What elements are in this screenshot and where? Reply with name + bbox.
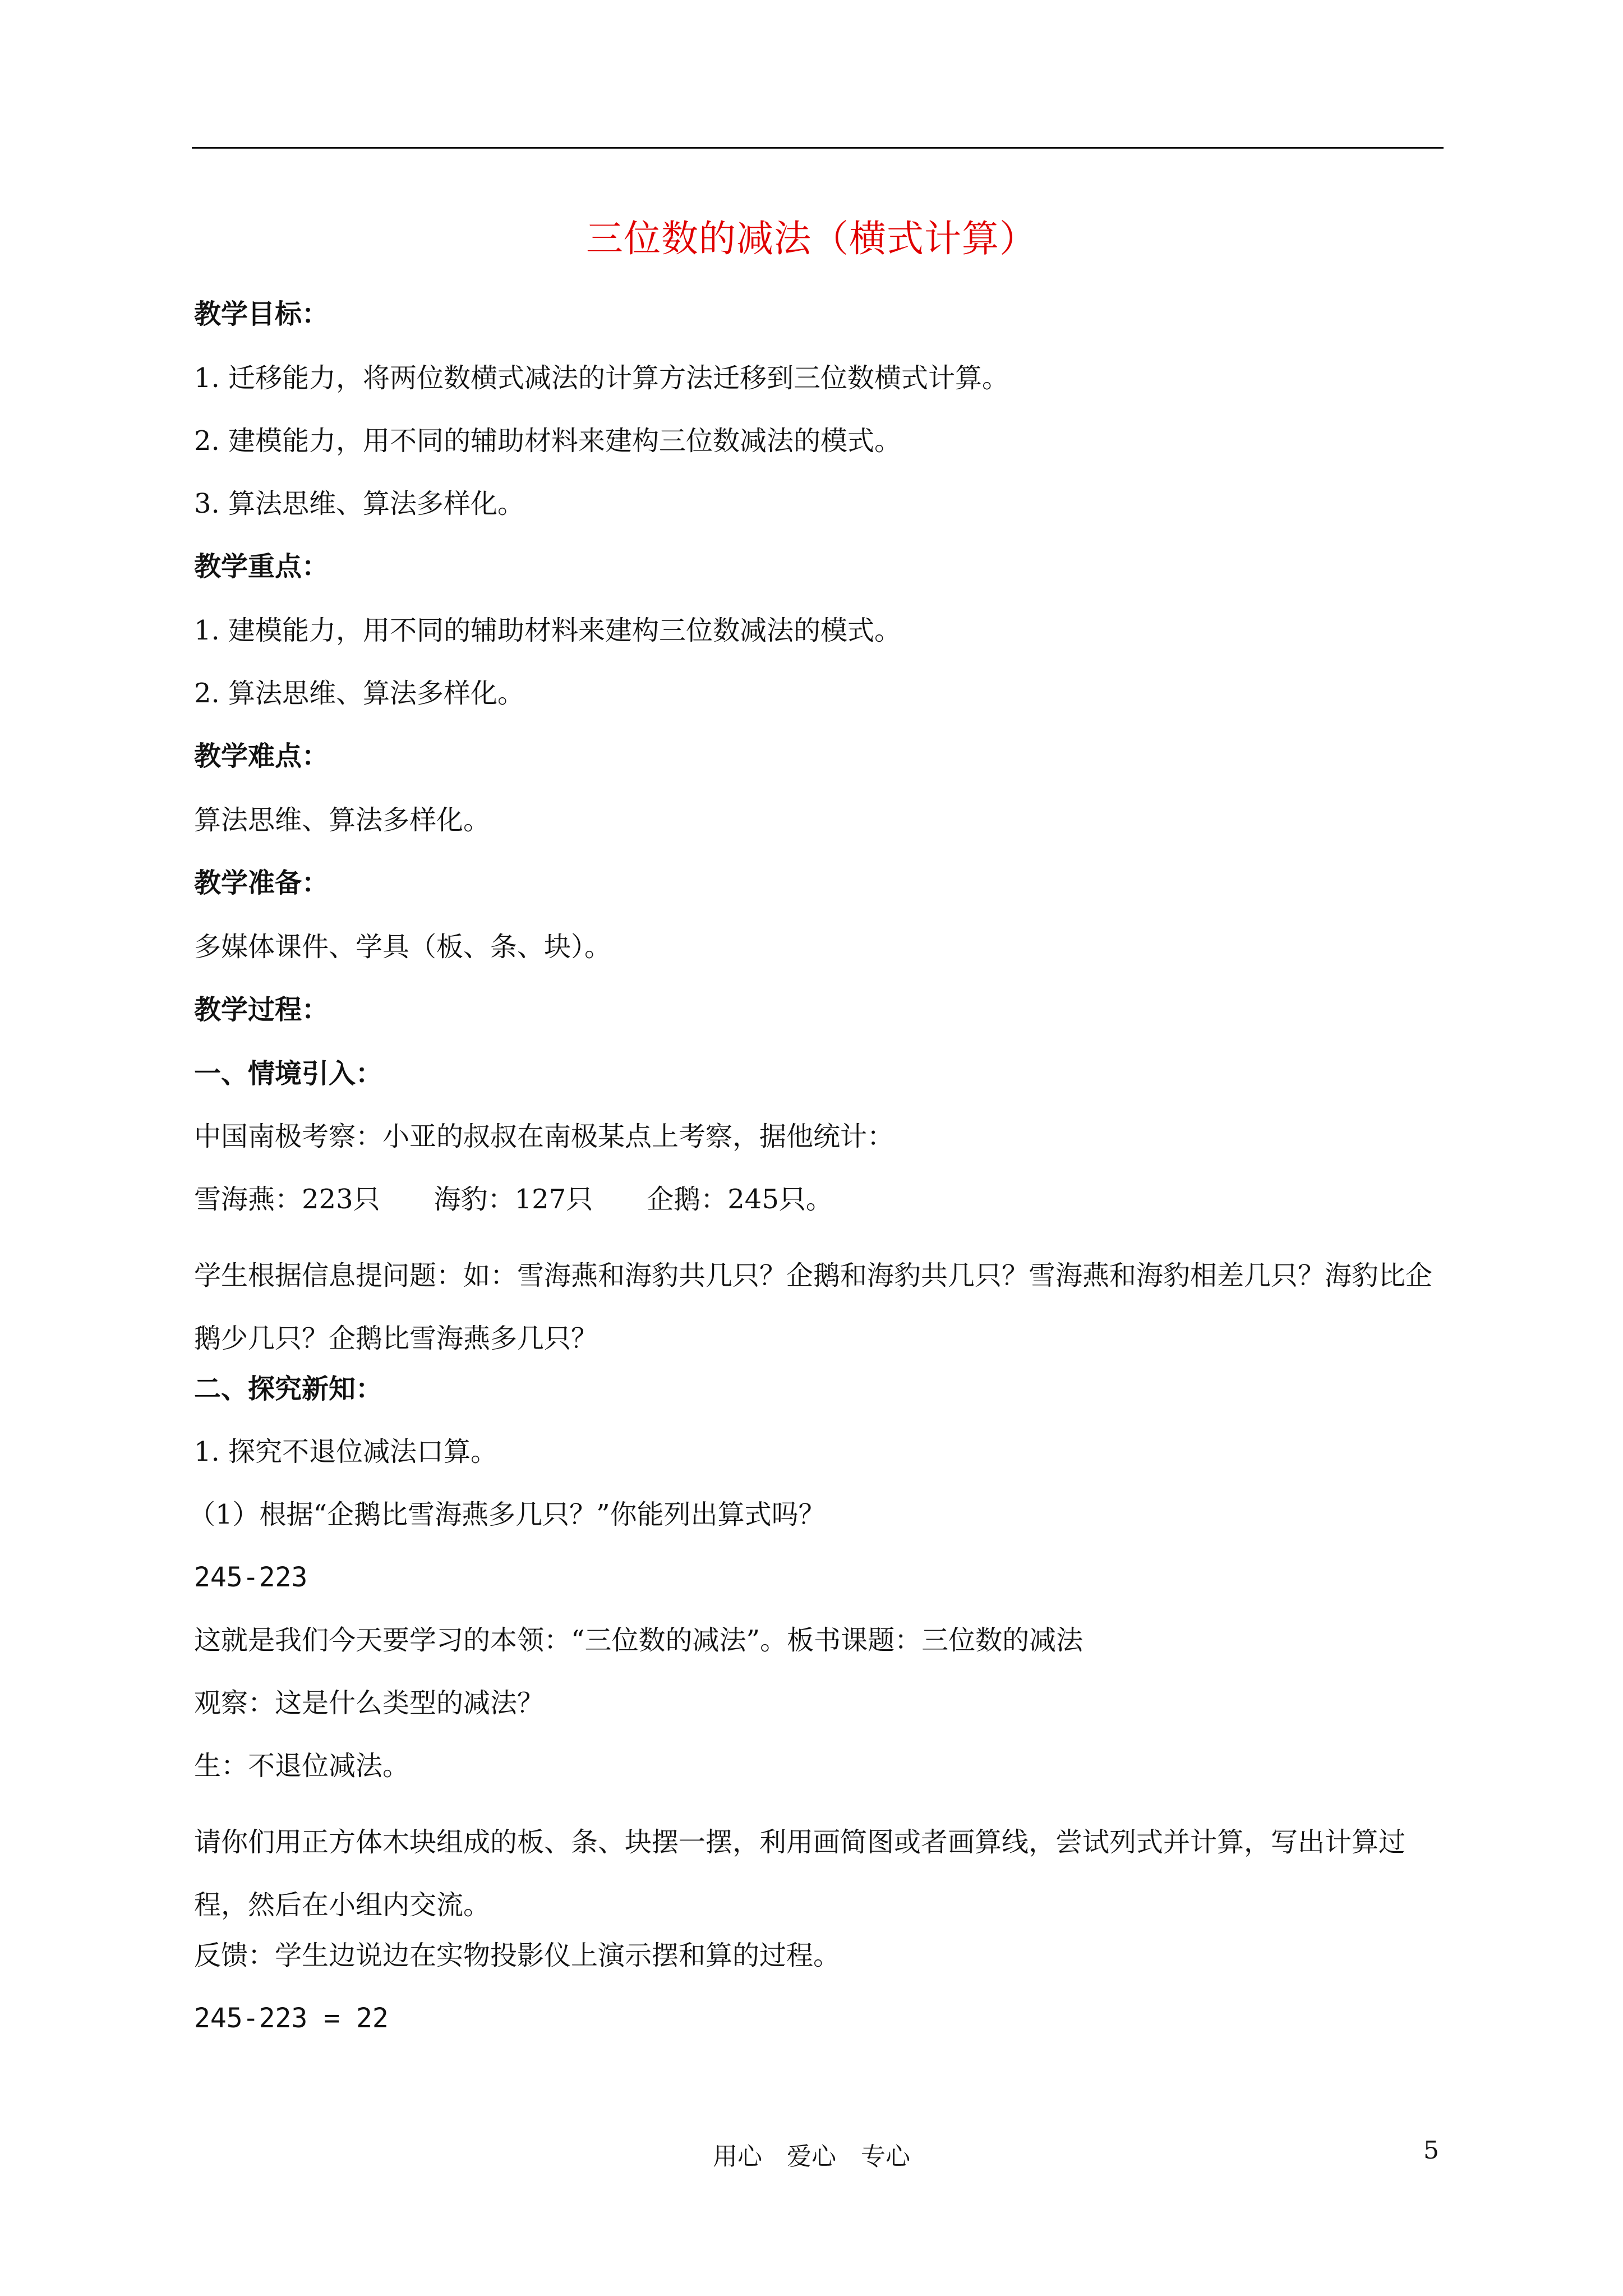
key-point-item-2: 2. 算法思维、算法多样化。 xyxy=(194,678,525,709)
goal-item-3: 3. 算法思维、算法多样化。 xyxy=(194,488,525,519)
paragraph: 请你们用正方体木块组成的板、条、块摆一摆，利用画简图或者画算线，尝试列式并计算，写出计算过程，然后在小组内交流。 xyxy=(194,1826,1406,1921)
part-one-heading: 一、情境引入： xyxy=(194,1058,383,1089)
equation-result: 245-223 = 22 xyxy=(194,2003,389,2034)
difficulty-item: 算法思维、算法多样化。 xyxy=(194,804,491,836)
preparation-heading: 教学准备： xyxy=(194,867,329,899)
equation: 245-223 xyxy=(194,1562,308,1593)
paragraph: 1. 探究不退位减法口算。 xyxy=(194,1436,498,1467)
goal-item-1: 1. 迁移能力，将两位数横式减法的计算方法迁移到三位数横式计算。 xyxy=(194,362,1009,394)
document-title: 三位数的减法（横式计算） xyxy=(586,217,1037,260)
key-points-heading: 教学重点： xyxy=(194,551,329,582)
paragraph: 学生根据信息提问题：如：雪海燕和海豹共几只？企鹅和海豹共几只？雪海燕和海豹相差几只？海豹比企鹅少几只？企鹅比雪海燕多几只？ xyxy=(194,1260,1433,1354)
paragraph: 观察：这是什么类型的减法？ xyxy=(194,1687,545,1719)
page-number: 5 xyxy=(1423,2136,1439,2165)
part-two-heading: 二、探究新知： xyxy=(194,1373,383,1405)
paragraph: 反馈：学生边说边在实物投影仪上演示摆和算的过程。 xyxy=(194,1940,841,1971)
preparation-item: 多媒体课件、学具（板、条、块）。 xyxy=(194,931,612,963)
animal-counts: 雪海燕：223只 海豹：127只 企鹅：245只。 xyxy=(194,1184,833,1215)
paragraph: 生：不退位减法。 xyxy=(194,1750,410,1782)
paragraph: 这就是我们今天要学习的本领：“三位数的减法”。板书课题：三位数的减法 xyxy=(194,1625,1083,1656)
goals-heading: 教学目标： xyxy=(194,298,329,330)
header-rule xyxy=(192,147,1444,149)
difficulty-heading: 教学难点： xyxy=(194,740,329,772)
paragraph: 中国南极考察：小亚的叔叔在南极某点上考察，据他统计： xyxy=(194,1121,895,1152)
process-heading: 教学过程： xyxy=(194,994,329,1025)
goal-item-2: 2. 建模能力，用不同的辅助材料来建构三位数减法的模式。 xyxy=(194,425,902,457)
paragraph: （1）根据“企鹅比雪海燕多几只？”你能列出算式吗？ xyxy=(188,1499,826,1530)
key-point-item-1: 1. 建模能力，用不同的辅助材料来建构三位数减法的模式。 xyxy=(194,615,902,646)
footer-text: 用心 爱心 专心 xyxy=(713,2142,910,2171)
